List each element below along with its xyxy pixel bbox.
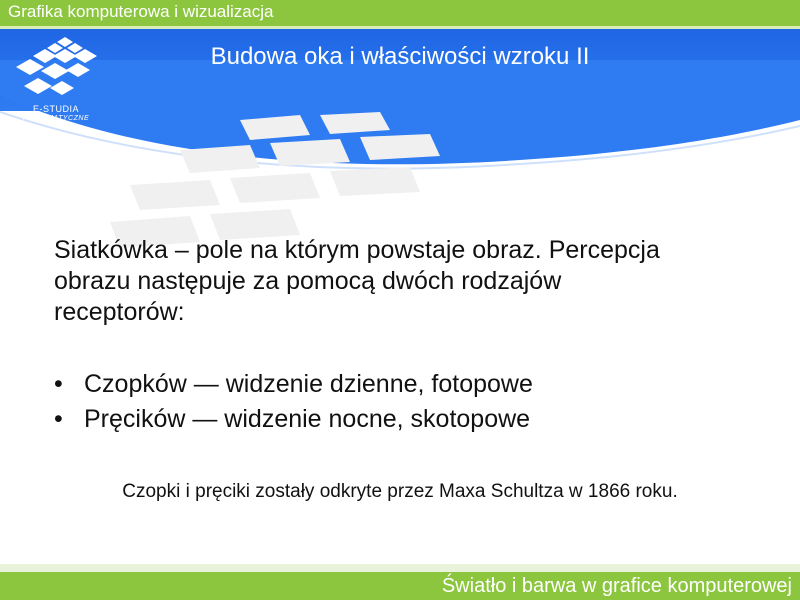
top-bar — [0, 0, 800, 26]
bottom-stripe — [0, 564, 800, 572]
course-title: Grafika komputerowa i wizualizacja — [8, 2, 274, 21]
lecture-title: Światło i barwa w grafice komputerowej — [441, 575, 792, 597]
list-item: • Pręcików — widzenie nocne, skotopowe — [54, 402, 533, 437]
receptor-list — [54, 367, 533, 437]
logo-text-line1: E-STUDIA — [32, 104, 79, 114]
paragraph-line: receptorów: — [54, 298, 185, 326]
paragraph-line: obrazu następuje za pomocą dwóch rodzajów — [54, 267, 562, 295]
note-text: Czopki i pręciki zostały odkryte przez Maxa Schultza w 1866 roku. — [122, 481, 678, 502]
bottom-bar — [0, 572, 800, 600]
logo-text-line2: INFORMATYCZNE — [22, 115, 90, 122]
list-item: • Czopków — widzenie dzienne, fotopowe — [54, 367, 533, 402]
slide-title: Budowa oka i właściwości wzroku II — [210, 43, 590, 70]
paragraph-line: Siatkówka – pole na którym powstaje obraz. Percepcja — [54, 236, 660, 264]
body-paragraph — [54, 235, 754, 328]
